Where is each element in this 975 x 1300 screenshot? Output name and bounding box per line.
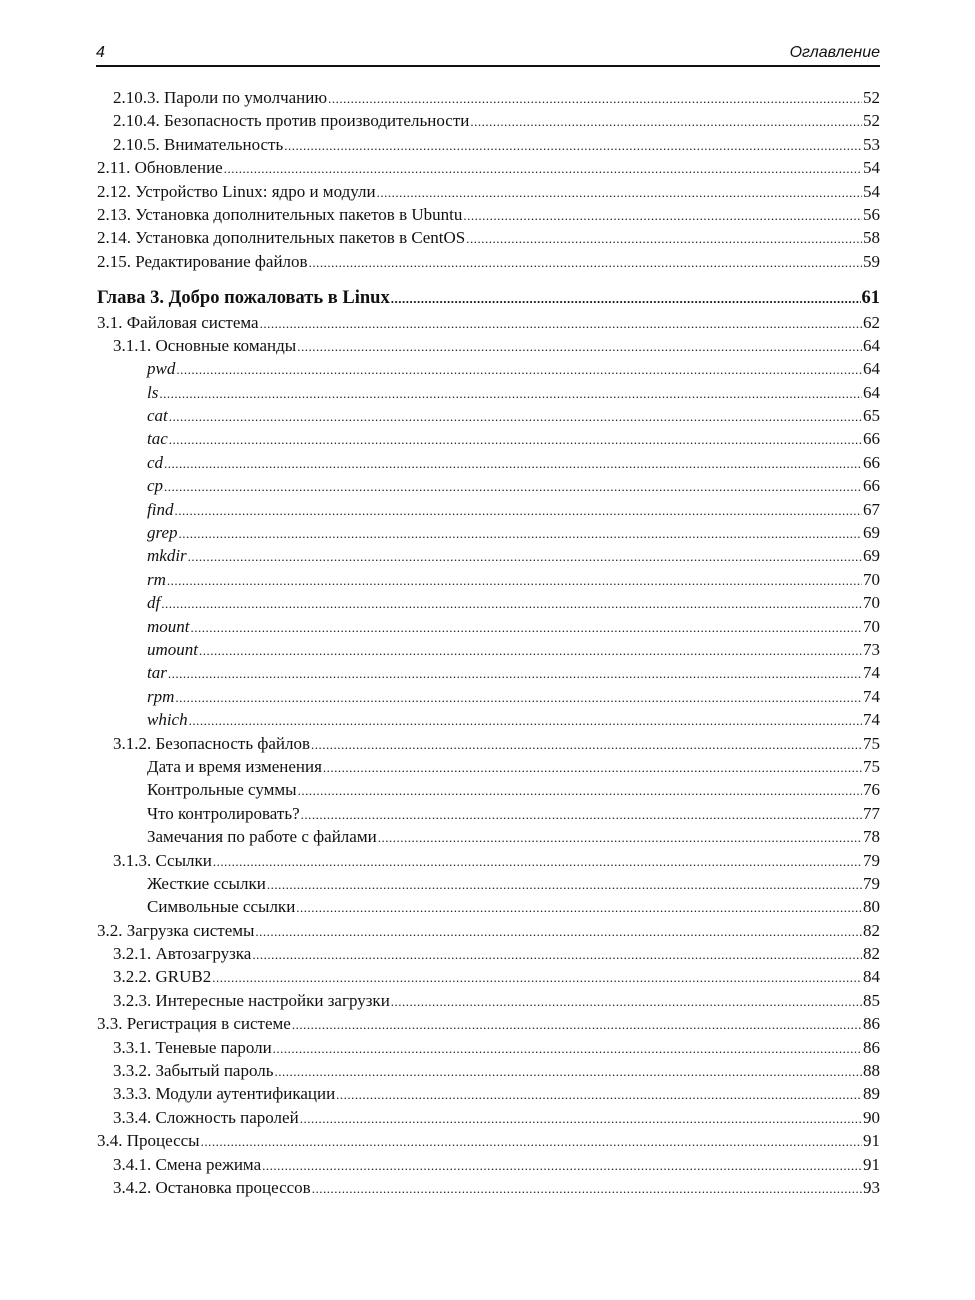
toc-entry-page: 52 — [863, 88, 880, 107]
toc-entry-title: mkdir — [147, 546, 187, 566]
toc-entry[interactable] — [97, 498, 880, 521]
dot-leader — [323, 756, 862, 779]
toc-entry-title: tar — [147, 663, 167, 683]
toc-entry-title: tac — [147, 429, 168, 449]
toc-entry[interactable] — [97, 638, 880, 661]
dot-leader — [164, 475, 862, 498]
toc-entry-title: umount — [147, 639, 198, 659]
toc-entry-title: rpm — [147, 686, 175, 706]
dot-leader — [300, 1107, 862, 1130]
toc-entry-title: 2.10.5. Внимательность — [113, 134, 284, 154]
toc-entry-title: 3.1. Файловая система — [97, 312, 259, 332]
dot-leader — [275, 1060, 863, 1083]
toc-entry[interactable] — [97, 849, 880, 872]
toc-entry-page: 79 — [863, 850, 880, 870]
toc-entry[interactable] — [97, 334, 880, 357]
toc-entry-page: 66 — [863, 452, 880, 472]
toc-entry-title: 2.15. Редактирование файлов — [97, 251, 308, 271]
dot-leader — [255, 920, 862, 943]
toc-entry-title: which — [147, 710, 188, 730]
toc-entry-title: 3.3.1. Теневые пароли — [113, 1037, 272, 1057]
toc-entry-title: 3.1.3. Ссылки — [113, 850, 212, 870]
toc-entry-title: 3.3.3. Модули аутентификации — [113, 1084, 336, 1104]
toc-entry-page: 58 — [863, 228, 880, 248]
dot-leader — [164, 452, 862, 475]
toc-entry[interactable] — [97, 1176, 880, 1199]
toc-entry[interactable] — [97, 109, 880, 132]
toc-entry-page: 89 — [863, 1084, 880, 1104]
dot-leader — [188, 545, 862, 568]
dot-leader — [159, 382, 862, 405]
toc-entry-title: 3.2.1. Автозагрузка — [113, 944, 252, 964]
toc-entry-page: 67 — [863, 499, 880, 519]
dot-leader — [284, 134, 862, 157]
toc-entry[interactable] — [97, 802, 880, 825]
dot-leader — [191, 616, 863, 639]
toc-entry-page: 54 — [863, 158, 880, 178]
toc-entry[interactable] — [97, 250, 880, 273]
toc-entry-page: 66 — [863, 429, 880, 449]
dot-leader — [292, 1013, 862, 1036]
toc-entry[interactable] — [97, 778, 880, 801]
running-header — [96, 40, 880, 67]
toc-entry-title: 2.13. Установка дополнительных пакетов в Ubuntu — [97, 204, 463, 224]
toc-entry[interactable] — [97, 404, 880, 427]
toc-entry-page: 53 — [863, 134, 880, 154]
dot-leader — [212, 966, 862, 989]
toc-entry-title: cd — [147, 452, 164, 472]
toc-entry[interactable] — [97, 568, 880, 591]
toc-entry[interactable] — [97, 451, 880, 474]
toc-chapter-entry[interactable] — [97, 287, 880, 310]
dot-leader — [470, 110, 862, 133]
toc-entry-page: 52 — [863, 111, 880, 131]
toc-entry[interactable] — [97, 942, 880, 965]
toc-entry[interactable] — [97, 311, 880, 334]
dot-leader — [463, 204, 862, 227]
toc-entry-title: ls — [147, 382, 159, 402]
toc-entry-page: 56 — [863, 204, 880, 224]
toc-entry[interactable] — [97, 732, 880, 755]
toc-entry-page: 69 — [863, 546, 880, 566]
toc-entry-page: 82 — [863, 920, 880, 940]
toc-entry-page: 75 — [863, 733, 880, 753]
dot-leader — [296, 896, 862, 919]
toc-entry-page: 74 — [863, 663, 880, 683]
toc-entry[interactable] — [97, 427, 880, 450]
toc-entry[interactable] — [97, 1059, 880, 1082]
dot-leader — [201, 1130, 862, 1153]
toc-entry-page: 64 — [863, 382, 880, 402]
toc-entry-title: pwd — [147, 359, 176, 379]
toc-entry[interactable] — [97, 180, 880, 203]
toc-entry-page: 61 — [861, 288, 880, 309]
toc-entry-page: 84 — [863, 967, 880, 987]
toc-entry[interactable] — [97, 872, 880, 895]
toc-entry-title: Символьные ссылки — [147, 897, 296, 917]
toc-entry[interactable] — [97, 226, 880, 249]
dot-leader — [189, 709, 862, 732]
table-of-contents — [97, 86, 880, 1199]
toc-entry-page: 82 — [863, 944, 880, 964]
toc-entry-page: 75 — [863, 756, 880, 776]
toc-entry[interactable] — [97, 755, 880, 778]
toc-entry-title: Замечания по работе с файлами — [147, 827, 377, 847]
toc-entry[interactable] — [97, 357, 880, 380]
toc-entry-title: mount — [147, 616, 190, 636]
toc-entry-title: 2.11. Обновление — [97, 158, 223, 178]
toc-entry-page: 54 — [863, 181, 880, 201]
toc-entry[interactable] — [97, 133, 880, 156]
toc-entry-page: 74 — [863, 686, 880, 706]
toc-entry[interactable] — [97, 1129, 880, 1152]
toc-entry[interactable] — [97, 989, 880, 1012]
toc-entry[interactable] — [97, 1106, 880, 1129]
toc-entry-page: 65 — [863, 406, 880, 426]
toc-entry[interactable] — [97, 381, 880, 404]
dot-leader — [311, 733, 862, 756]
toc-entry-title: Что контролировать? — [147, 803, 300, 823]
toc-entry-title: Глава 3. Добро пожаловать в Linux — [97, 288, 390, 309]
toc-entry-title: grep — [147, 523, 178, 543]
toc-entry-title: df — [147, 593, 161, 613]
toc-entry-page: 86 — [863, 1037, 880, 1057]
dot-leader — [179, 522, 862, 545]
dot-leader — [213, 850, 862, 873]
toc-entry[interactable] — [97, 895, 880, 918]
toc-entry[interactable] — [97, 685, 880, 708]
toc-entry[interactable] — [97, 86, 880, 109]
toc-entry-title: 3.3.4. Сложность паролей — [113, 1107, 299, 1127]
toc-entry-page: 69 — [863, 523, 880, 543]
toc-entry[interactable] — [97, 1082, 880, 1105]
toc-entry-page: 66 — [863, 476, 880, 496]
toc-entry[interactable] — [97, 661, 880, 684]
dot-leader — [377, 181, 862, 204]
toc-entry-title: 2.10.3. Пароли по умолчанию — [113, 88, 328, 107]
toc-entry-title: 3.4.1. Смена режима — [113, 1154, 262, 1174]
dot-leader — [298, 779, 862, 802]
toc-entry[interactable] — [97, 825, 880, 848]
toc-entry-page: 77 — [863, 803, 880, 823]
toc-entry-title: 2.12. Устройство Linux: ядро и модули — [97, 181, 376, 201]
toc-entry-page: 62 — [863, 312, 880, 332]
toc-entry-page: 91 — [863, 1131, 880, 1151]
toc-entry[interactable] — [97, 708, 880, 731]
toc-entry-page: 76 — [863, 780, 880, 800]
running-title: Оглавление — [789, 44, 880, 61]
toc-entry-page: 70 — [863, 569, 880, 589]
dot-leader — [175, 686, 862, 709]
toc-entry-title: cp — [147, 476, 164, 496]
toc-entry-page: 79 — [863, 873, 880, 893]
toc-entry-title: rm — [147, 569, 166, 589]
toc-entry[interactable] — [97, 615, 880, 638]
toc-entry-title: Дата и время изменения — [147, 756, 322, 776]
toc-entry-page: 64 — [863, 359, 880, 379]
toc-entry-title: 3.2. Загрузка системы — [97, 920, 255, 940]
toc-entry[interactable] — [97, 521, 880, 544]
toc-entry-page: 78 — [863, 827, 880, 847]
toc-entry[interactable] — [97, 156, 880, 179]
toc-entry-title: 3.3.2. Забытый пароль — [113, 1061, 274, 1081]
toc-entry-title: 3.3. Регистрация в системе — [97, 1014, 291, 1034]
toc-entry[interactable] — [97, 474, 880, 497]
toc-entry-title: 2.10.4. Безопасность против производительности — [113, 111, 470, 131]
toc-entry[interactable] — [97, 1153, 880, 1176]
toc-entry-page: 93 — [863, 1177, 880, 1197]
toc-entry-page: 91 — [863, 1154, 880, 1174]
toc-entry-page: 73 — [863, 639, 880, 659]
toc-entry-title: 3.1.2. Безопасность файлов — [113, 733, 310, 753]
toc-entry-page: 70 — [863, 593, 880, 613]
dot-leader — [297, 335, 862, 358]
dot-leader — [260, 312, 862, 335]
dot-leader — [466, 227, 862, 250]
toc-entry-title: Жесткие ссылки — [147, 873, 266, 893]
toc-entry-title: 3.2.3. Интересные настройки загрузки — [113, 990, 390, 1010]
toc-entry-page: 86 — [863, 1014, 880, 1034]
toc-entry-title: 2.14. Установка дополнительных пакетов в CentOS — [97, 228, 466, 248]
dot-leader — [328, 87, 862, 110]
dot-leader — [391, 287, 861, 310]
dot-leader — [391, 990, 862, 1013]
dot-leader — [161, 592, 862, 615]
dot-leader — [224, 157, 862, 180]
toc-entry-page: 74 — [863, 710, 880, 730]
dot-leader — [169, 428, 862, 451]
toc-entry[interactable] — [97, 1036, 880, 1059]
dot-leader — [252, 943, 862, 966]
toc-entry-page: 59 — [863, 251, 880, 271]
toc-entry[interactable] — [97, 203, 880, 226]
dot-leader — [301, 803, 862, 826]
dot-leader — [336, 1083, 862, 1106]
toc-entry-page: 70 — [863, 616, 880, 636]
dot-leader — [176, 358, 862, 381]
toc-entry[interactable] — [97, 544, 880, 567]
toc-entry-title: 3.1.1. Основные команды — [113, 335, 297, 355]
toc-entry[interactable] — [97, 965, 880, 988]
toc-entry[interactable] — [97, 1012, 880, 1035]
dot-leader — [199, 639, 862, 662]
dot-leader — [262, 1154, 862, 1177]
toc-entry-page: 64 — [863, 335, 880, 355]
toc-entry[interactable] — [97, 591, 880, 614]
chapter-spacer — [97, 273, 880, 287]
toc-entry-page: 80 — [863, 897, 880, 917]
toc-entry-title: 3.4. Процессы — [97, 1131, 200, 1151]
toc-entry-title: 3.4.2. Остановка процессов — [113, 1177, 311, 1197]
toc-entry-page: 90 — [863, 1107, 880, 1127]
dot-leader — [378, 826, 862, 849]
toc-entry-title: Контрольные суммы — [147, 780, 297, 800]
toc-entry-title: cat — [147, 406, 168, 426]
dot-leader — [167, 569, 862, 592]
toc-entry-page: 85 — [863, 990, 880, 1010]
dot-leader — [312, 1177, 862, 1200]
dot-leader — [267, 873, 862, 896]
toc-entry-title: find — [147, 499, 174, 519]
page-number: 4 — [96, 44, 105, 61]
dot-leader — [168, 662, 862, 685]
dot-leader — [174, 499, 862, 522]
toc-entry-title: 3.2.2. GRUB2 — [113, 967, 212, 987]
dot-leader — [273, 1037, 862, 1060]
dot-leader — [169, 405, 862, 428]
toc-entry[interactable] — [97, 919, 880, 942]
dot-leader — [309, 251, 862, 274]
toc-entry-page: 88 — [863, 1061, 880, 1081]
